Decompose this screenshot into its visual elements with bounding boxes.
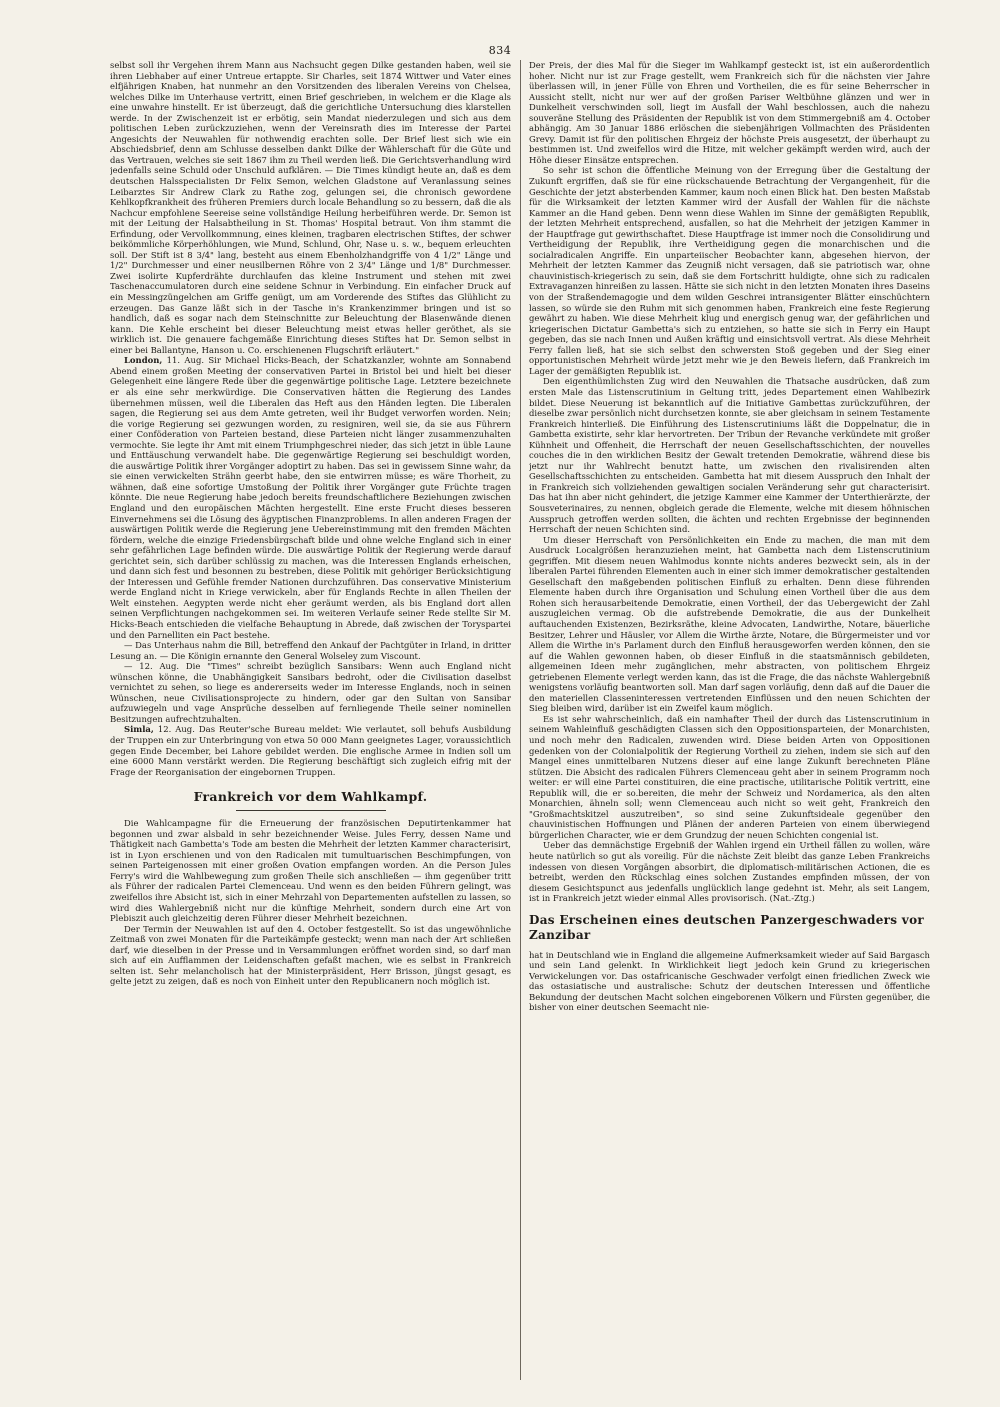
article-paragraph: So sehr ist schon die öffentliche Meinung von der Erregung über die Gestaltung der Zukunft ergriffen, daß sie für eine rückschauende Betrachtung der Vergangenheit, für die Geschichte der jetzt absterbenden Kammer, kaum noch einen Blick hat. Den besten Maßstab für die Wirksamkeit der letzten Kammer wird der Ausfall der Wahlen für die nächste Kammer an die Hand geben. Denn wenn diese Wahlen im Sinne der gemäßigten Republik, der letzten Mehrheit entsprechend, ausfallen, so hat die Mehrheit der jetzigen Kammer in der Hauptfrage gut gewirthschaftet. Diese Hauptfrage ist immer noch die Consolidirung und Vertheidigung der Republik, ihre Vertheidigung gegen die monarchischen und die socialradicalen Angriffe. Ein unparteiischer Beobachter kann, abgesehen hiervon, der Mehrheit der letzten Kammer das Zeugniß nicht versagen, daß sie patriotisch war, ohne chauvinistisch-kriegerisch zu sein, daß sie dem Fortschritt huldigte, ohne sich zu radicalen Extravaganzen hinreißen zu lassen. Hätte sie sich nicht in den letzten Monaten ihres Daseins von der Straßendemagogie und dem wilden Geschrei intransigenter Blätter einschüchtern lassen, so würde sie den Ruhm mit sich genommen haben, Frankreich eine feste Regierung gewährt zu haben. Wie diese Mehrheit klug und energisch genug war, der gefährlichen und kriegerischen Dictatur Gambetta's sich zu entziehen, so hatte sie sich in Ferry ein Haupt gegeben, das sie nach Innen und Außen kräftig und einsichtsvoll vertrat. Als diese Mehrheit Ferry fallen ließ, hat sie sich selbst den schwersten Stoß gegeben und der Sieg einer opportunistischen Mehrheit würde jetzt mehr wie je den Beweis liefern, daß Frankreich im Lager der gemäßigten Republik ist. bbox=[529, 165, 930, 376]
heading-text: Frankreich vor dem Wahlkampf. bbox=[193, 789, 428, 805]
article-paragraph: selbst soll ihr Vergehen ihrem Mann aus Nachsucht gegen Dilke gestanden haben, weil sie ihren Liebhaber auf einer Untreue ertappte. Sir Charles, seit 1874 Wittwer und Vater eines elfjährigen Knaben, hat nunmehr an den Vorsitzenden des liberalen Vereins von Chelsea, welches Dilke im Unterhause vertritt, einen Brief geschrieben, in welchem er die Klage als eine unwahre hinstellt. Er ist überzeugt, daß die gerichtliche Untersuchung dies klarstellen werde. In der Zwischenzeit ist er erbötig, sein Mandat niederzulegen und sich aus dem politischen Leben zurückzuziehen, wenn der Vereinsrath dies im Interesse der Partei Angesichts der Neuwahlen für nothwendig erachten solle. Der Brief liest sich wie ein Abschiedsbrief, denn am Schlusse desselben dankt Dilke der Wählerschaft für die Güte und das Vertrauen, welches sie seit 1867 ihm zu Theil werden ließ. Die Gerichtsverhandlung wird jedenfalls seine Schuld oder Unschuld aufklären. — Die Times kündigt heute an, daß es dem deutschen Halsspecialisten Dr Felix Semon, welchen Gladstone auf Veranlassung seines Leibarztes Sir Andrew Clark zu Rathe zog, gelungen sei, die chronisch gewordene Kehlkopfkrankheit des früheren Premiers durch locale Behandlung so zu bessern, daß die als Nachcur empfohlene Seereise seine vollständige Heilung herbeiführen werde. Dr. Semon ist mit der Leitung der Halsabtheilung in St. Thomas' Hospital betraut. Von ihm stammt die Erfindung, oder Vervollkommnung, eines kleinen, tragbaren electrischen Stiftes, der schwer beikömmliche Körperhöhlungen, wie Mund, Schlund, Ohr, Nase u. s. w., bequem erleuchten soll. Der Stift ist 8 3/4" lang, besteht aus einem Ebenholzhandgriffe von 4 1/2" Länge und 1/2" Durchmesser und einer neusilbernen Röhre von 2 3/4" Länge und 1/8" Durchmesser. Zwei isolirte Kupferdrähte durchlaufen das kleine Instrument und stehen mit zwei Taschenaccumulatoren durch eine seidene Schnur in Verbindung. Ein einfacher Druck auf ein Messingzüngelchen am Griffe genügt, um am Vorderende des Stiftes das Glühlicht zu erzeugen. Das Ganze läßt sich in der Tasche in's Krankenzimmer bringen und ist so handlich, daß es sogar nach dem Steinschnitte zur Beleuchtung der Blasenwände dienen kann. Die Kehle erscheint bei dieser Beleuchtung meist etwas heller geröthet, als sie wirklich ist. Die genauere fachgemäße Einrichtung dieses Stiftes hat Dr. Semon selbst in einer bei Ballantyne, Hanson u. Co. erschienenen Flugschrift erläutert." bbox=[110, 60, 511, 355]
article-paragraph-closing bbox=[529, 840, 930, 903]
heading-rule bbox=[236, 810, 386, 811]
left-column bbox=[110, 60, 511, 1380]
page-number: 834 bbox=[488, 44, 512, 57]
article-paragraph: Den eigenthümlichsten Zug wird den Neuwahlen die Thatsache ausdrücken, daß zum ersten Male das Listenscrutinium in Geltung tritt, jedes Departement einen Wahlbezirk bildet. Diese Neuerung ist bekanntlich auf die Initiative Gambettas zurückzuführen, der dieselbe zwar persönlich nicht durchsetzen konnte, sie aber gleichsam in seinem Testamente Frankreich hinterließ. Die Einführung des Listenscrutiniums läßt die Doppelnatur, die in Gambetta existirte, sehr klar hervortreten. Der Tribun der Revanche verkündete mit großer Kühnheit und Offenheit, die Herrschaft der neuen Gesellschaftsschichten, der nouvelles couches die in den wirklichen Besitz der Gewalt tretenden Demokratie, während diese bis jetzt nur ihr Wahlrecht benutzt hatte, um zwischen den rivalisirenden alten Gesellschaftsschichten zu entscheiden. Gambetta hat mit diesem Ausspruch den Inhalt der in Frankreich sich vollziehenden gewaltigen socialen Veränderung sehr gut characterisirt. Das hat ihn aber nicht gehindert, die jetzige Kammer eine Kammer der Unterthierärzte, der Sousveterinaires, zu nennen, obgleich gerade die Elemente, welche mit diesem höhnischen Ausspruch getroffen werden sollten, die ächten und rechten Ergebnisse der beginnenden Herrschaft der neuen Schichten sind. bbox=[529, 376, 930, 535]
source-credit: (Nat.-Ztg.) bbox=[769, 893, 815, 904]
article-paragraph: Der Termin der Neuwahlen ist auf den 4. October festgestellt. So ist das ungewöhnliche Zeitmaß von zwei Monaten für die Parteikämpfe gesteckt; wenn man nach der Art schließen darf, wie dieselben in der Presse und in Versammlungen eröffnet worden sind, so darf man sich auf ein Aufflammen der Leidenschaften gefaßt machen, wie es selbst in Frankreich selten ist. Sehr melancholisch hat der Ministerpräsident, Herr Brisson, jüngst gesagt, es gelte jetzt zu zeigen, daß es noch von Einheit unter den Republicanern noch möglich ist. bbox=[110, 923, 511, 987]
dateline-london: London, bbox=[124, 355, 163, 366]
london-report bbox=[110, 355, 511, 640]
article-paragraph: Der Preis, der dies Mal für die Sieger im Wahlkampf gesteckt ist, ist ein außerordentlich hoher. Nicht nur ist zur Frage gestellt, wem Frankreich sich für die nächsten vier Jahre überlassen will, in jener Fülle von Ehren und Vortheilen, die es für seine Beherrscher in Aussicht stellt, nicht nur wer auf der großen Pariser Weltbühne glänzen und wer in Dunkelheit verschwinden soll, liegt im Ausfall der Wahl beschlossen, auch die nahezu souveräne Stellung des Präsidenten der Republik ist von dem Stimmergebniß am 4. October abhängig. Am 30 Januar 1886 erlöschen die siebenjährigen Vollmachten des Präsidenten Grevy. Damit ist für den politischen Ehrgeiz der höchste Preis ausgesetzt, der überhaupt zu bestimmen ist. Und zweifellos wird die Hitze, mit welcher gekämpft werden wird, auch der Höhe dieser Einsätze entsprechen. bbox=[529, 60, 930, 165]
article-paragraph: hat in Deutschland wie in England die allgemeine Aufmerksamkeit wieder auf Said Bargasch und sein Land gelenkt. In Wirklichkeit liegt jedoch kein Grund zu kriegerischen Verwickelungen vor. Das ostafricanische Geschwader verfolgt einen friedlichen Zweck wie das ostasiatische und australische: Schutz der deutschen Interessen und öffentliche Bekundung der deutschen Macht solchen eingeborenen Völkern und Fürsten gegenüber, die bisher von einer deutschen Seemacht nie- bbox=[529, 949, 930, 1013]
article-paragraph: Um dieser Herrschaft von Persönlichkeiten ein Ende zu machen, die man mit dem Ausdruck Localgrößen heranzuziehen meint, hat Gambetta nach dem Listenscrutinium gegriffen. Mit diesem neuen Wahlmodus konnte nichts anderes bezweckt sein, als in der liberalen Partei führenden Elementen auch in einer sich immer demokratischer gestaltenden Gesellschaft den maßgebenden politischen Einfluß zu erhalten. Denn diese führenden Elemente haben durch ihre Organisation und Schulung einen Vortheil über die aus dem Rohen sich herausarbeitende Demokratie, einen Vortheil, der das Uebergewicht der Zahl auszugleichen vermag. Ob die aufstrebende Demokratie, die aus der Dunkelheit auftauchenden Existenzen, Bezirksräthe, kleine Advocaten, Landwirthe, Notare, bäuerliche Besitzer, Lehrer und Häusler, vor Allem die Wirthe ärzte, Notare, die Bürgermeister und vor Allem die Wirthe in's Parlament durch den Einfluß herausgeworfen werden können, den sie auf die Wahlen gewonnen haben, ob dieser Einfluß in die staatsmännisch gebildeten, allgemeinen Ideen mehr zugänglichen, mehr abstracten, von politischem Ehrgeiz getriebenen Elemente verlegt werden kann, das ist die Frage, die das nächste Wahlergebniß wenigstens vorläufig beantworten soll. Man darf sagen vorläufig, denn daß auf die Dauer die den materiellen Classeninteressen vertretenden Einflüssen und den neuen Schichten der Sieg bleiben wird, darüber ist ein Zweifel kaum möglich. bbox=[529, 534, 930, 714]
article-paragraph: — 12. Aug. Die "Times" schreibt bezüglich Sansibars: Wenn auch England nicht wünschen könne, die Unabhängigkeit Sansibars bedroht, oder die Civilisation daselbst vernichtet zu sehen, so liege es andererseits weder im Interesse Englands, noch in seinen Wünschen, neue Civilisationsprojecte zu hindern, oder gar den Sultan von Sansibar aufzuwiegeln und vage Ansprüche desselben auf fernliegende Theile seiner nominellen Besitzungen aufrechtzuhalten. bbox=[110, 661, 511, 724]
dateline-date: 11. Aug. bbox=[166, 355, 205, 366]
report-text: Das Reuter'sche Bureau meldet: Wie verlautet, soll behufs Ausbildung der Truppen ein zur Unterbringung von etwa 50 000 Mann geeignetes Lager, voraussichtlich gegen Ende December, bei Lahore gebildet werden. Die englische Armee in Indien soll um eine 6000 Mann verstärkt werden. Die Regierung beschäftigt sich zugleich eifrig mit der Frage der Reorganisation der eingebornen Truppen. bbox=[110, 724, 511, 777]
dateline-simla: Simla, bbox=[124, 724, 154, 735]
paragraph-text: Ueber das demnächstige Ergebniß der Wahlen irgend ein Urtheil fällen zu wollen, wäre heute natürlich so gut als voreilig. Für die nächste Zeit bleibt das ganze Leben Frankreichs indessen von diesen Vorgängen absorbirt, die diplomatisch-militärischen Actionen, die es betreibt, werden den Rückschlag eines solchen Zustandes empfinden müssen, der von diesem Gesichtspunct aus jedenfalls unglücklich lange gedehnt ist. Mehr, als seit Langem, ist in Frankreich jetzt wieder einmal Alles provisorisch. bbox=[529, 840, 930, 904]
dateline-date: 12. Aug. bbox=[157, 724, 195, 735]
simla-report bbox=[110, 724, 511, 777]
article-paragraph: Die Wahlcampagne für die Erneuerung der französischen Deputirtenkammer hat begonnen und zwar alsbald in sehr bezeichnender Weise. Jules Ferry, dessen Name und Thätigkeit nach Gambetta's Tode am besten die Mehrheit der letzten Kammer characterisirt, ist in Lyon erschienen und von den Radicalen mit tumultuarischen Beschimpfungen, von seinen Parteigenossen mit einer großen Ovation empfangen worden. An die Person Jules Ferry's wird die Wahlbewegung zum großen Theile sich anschließen — ihm gegenüber tritt als Führer der radicalen Partei Clemenceau. Und wenn es den beiden Führern gelingt, was zweifellos ihre Absicht ist, sich in einer Mehrzahl von Departementen aufstellen zu lassen, so wird dies Wahlergebniß nicht nur die künftige Mehrheit, sondern durch eine Art von Plebiszit auch gleichzeitig deren Führer dieser Mehrheit bezeichnen. bbox=[110, 818, 511, 924]
section-heading-frankreich bbox=[110, 789, 511, 811]
report-text: Sir Michael Hicks-Beach, der Schatzkanzler, wohnte am Sonnabend Abend einem großen Meeting der conservativen Partei in Bristol bei und hielt bei dieser Gelegenheit eine längere Rede über die gegenwärtige politische Lage. Letztere bezeichnete er als eine sehr merkwürdige. Die Conservativen hätten die Regierung des Landes übernehmen müssen, weil die Liberalen das Heft aus den Händen legten. Die Liberalen sagen, die Regierung sei aus dem Amte getreten, weil ihr Budget verworfen worden. Nein; die vorige Regierung sei gezwungen worden, zu resigniren, weil sie, da sie aus Führern einer Conföderation von Parteien bestand, diese Parteien nicht länger zusammenzuhalten vermochte. Sie legte ihr Amt mit einem Triumphgeschrei nieder, das sich jetzt in üble Laune und Enttäuschung verwandelt habe. Die gegenwärtige Regierung sei beschuldigt worden, die auswärtige Politik ihrer Vorgänger adoptirt zu haben. Das sei in gewissem Sinne wahr, da sie einen verwickelten Strähn geerbt habe, den sie entwirren müsse; es wäre Thorheit, zu wähnen, daß eine sofortige Umstoßung der Politik ihrer Vorgänger gute Früchte tragen könnte. Die neue Regierung habe jedoch bereits freundschaftlichere Beziehungen zwischen England und den europäischen Mächten hergestellt. Eine erste Frucht dieses besseren Einvernehmens sei die Lösung des ägyptischen Finanzproblems. In allen anderen Fragen der auswärtigen Politik werde die Regierung jene Uebereinstimmung mit den fremden Mächten fördern, welche die einzige Friedensbürgschaft bilde und ohne welche England sich in einer sehr gefährlichen Lage befinden würde. Die auswärtige Politik der Regierung werde darauf gerichtet sein, sich darüber schlüssig zu machen, was die Interessen Englands erheischen, und dann sich fest und besonnen zu bestreben, diese Politik mit gehöriger Berücksichtigung der Interessen und Gefühle fremder Nationen durchzuführen. Das conservative Ministerium werde England nicht in Kriege verwickeln, aber für Englands Rechte in allen Theilen der Welt einstehen. Aegypten werde nicht eher geräumt werden, als bis England dort allen seinen Verpflichtungen nachgekommen sei. Im weiteren Verlaufe seiner Rede stellte Sir M. Hicks-Beach entschieden die vielfache Behauptung in Abrede, daß zwischen der Toryspartei und den Parnelliten ein Pact bestehe. bbox=[110, 355, 511, 640]
section-heading-panzergeschwader bbox=[529, 913, 930, 943]
right-column bbox=[529, 60, 930, 1380]
column-divider bbox=[520, 60, 521, 1380]
heading-text: Das Erscheinen eines deutschen Panzergeschwaders vor Zanzibar bbox=[529, 912, 924, 942]
article-paragraph: — Das Unterhaus nahm die Bill, betreffend den Ankauf der Pachtgüter in Irland, in dritter Lesung an. — Die Königin ernannte den General Wolseley zum Viscount. bbox=[110, 640, 511, 661]
article-paragraph: Es ist sehr wahrscheinlich, daß ein namhafter Theil der durch das Listenscrutinium in seinem Wahleinfluß geschädigten Classen sich den Oppositionsparteien, der Monarchisten, und noch mehr den Radicalen, zuwenden wird. Diese beiden Arten von Oppositionen gedenken von der Colonialpolitik der Regierung Vortheil zu ziehen, indem sie sich auf den Mangel eines unmittelbaren Nutzens dieser auf eine lange Zukunft berechneten Pläne stützen. Die Absicht des radicalen Führers Clemenceau geht aber in seinem Programm noch weiter: er will eine Partei constituiren, die eine practische, utilitarische Politik vertritt, eine Republik will, die er so.bereiten, die mehr der Schweiz und Nordamerica, als den alten Monarchien, ähneln soll; wenn Clemenceau auch nicht so weit geht, Frankreich den "Großmachtskitzel auszutreiben", so sind seine Zukunftsideale gegenüber den chauvinistischen Hoffnungen und Plänen der anderen Parteien von einem überwiegend bürgerlichen Character, wie er dem Grundzug der neuen Schichten congenial ist. bbox=[529, 713, 930, 840]
